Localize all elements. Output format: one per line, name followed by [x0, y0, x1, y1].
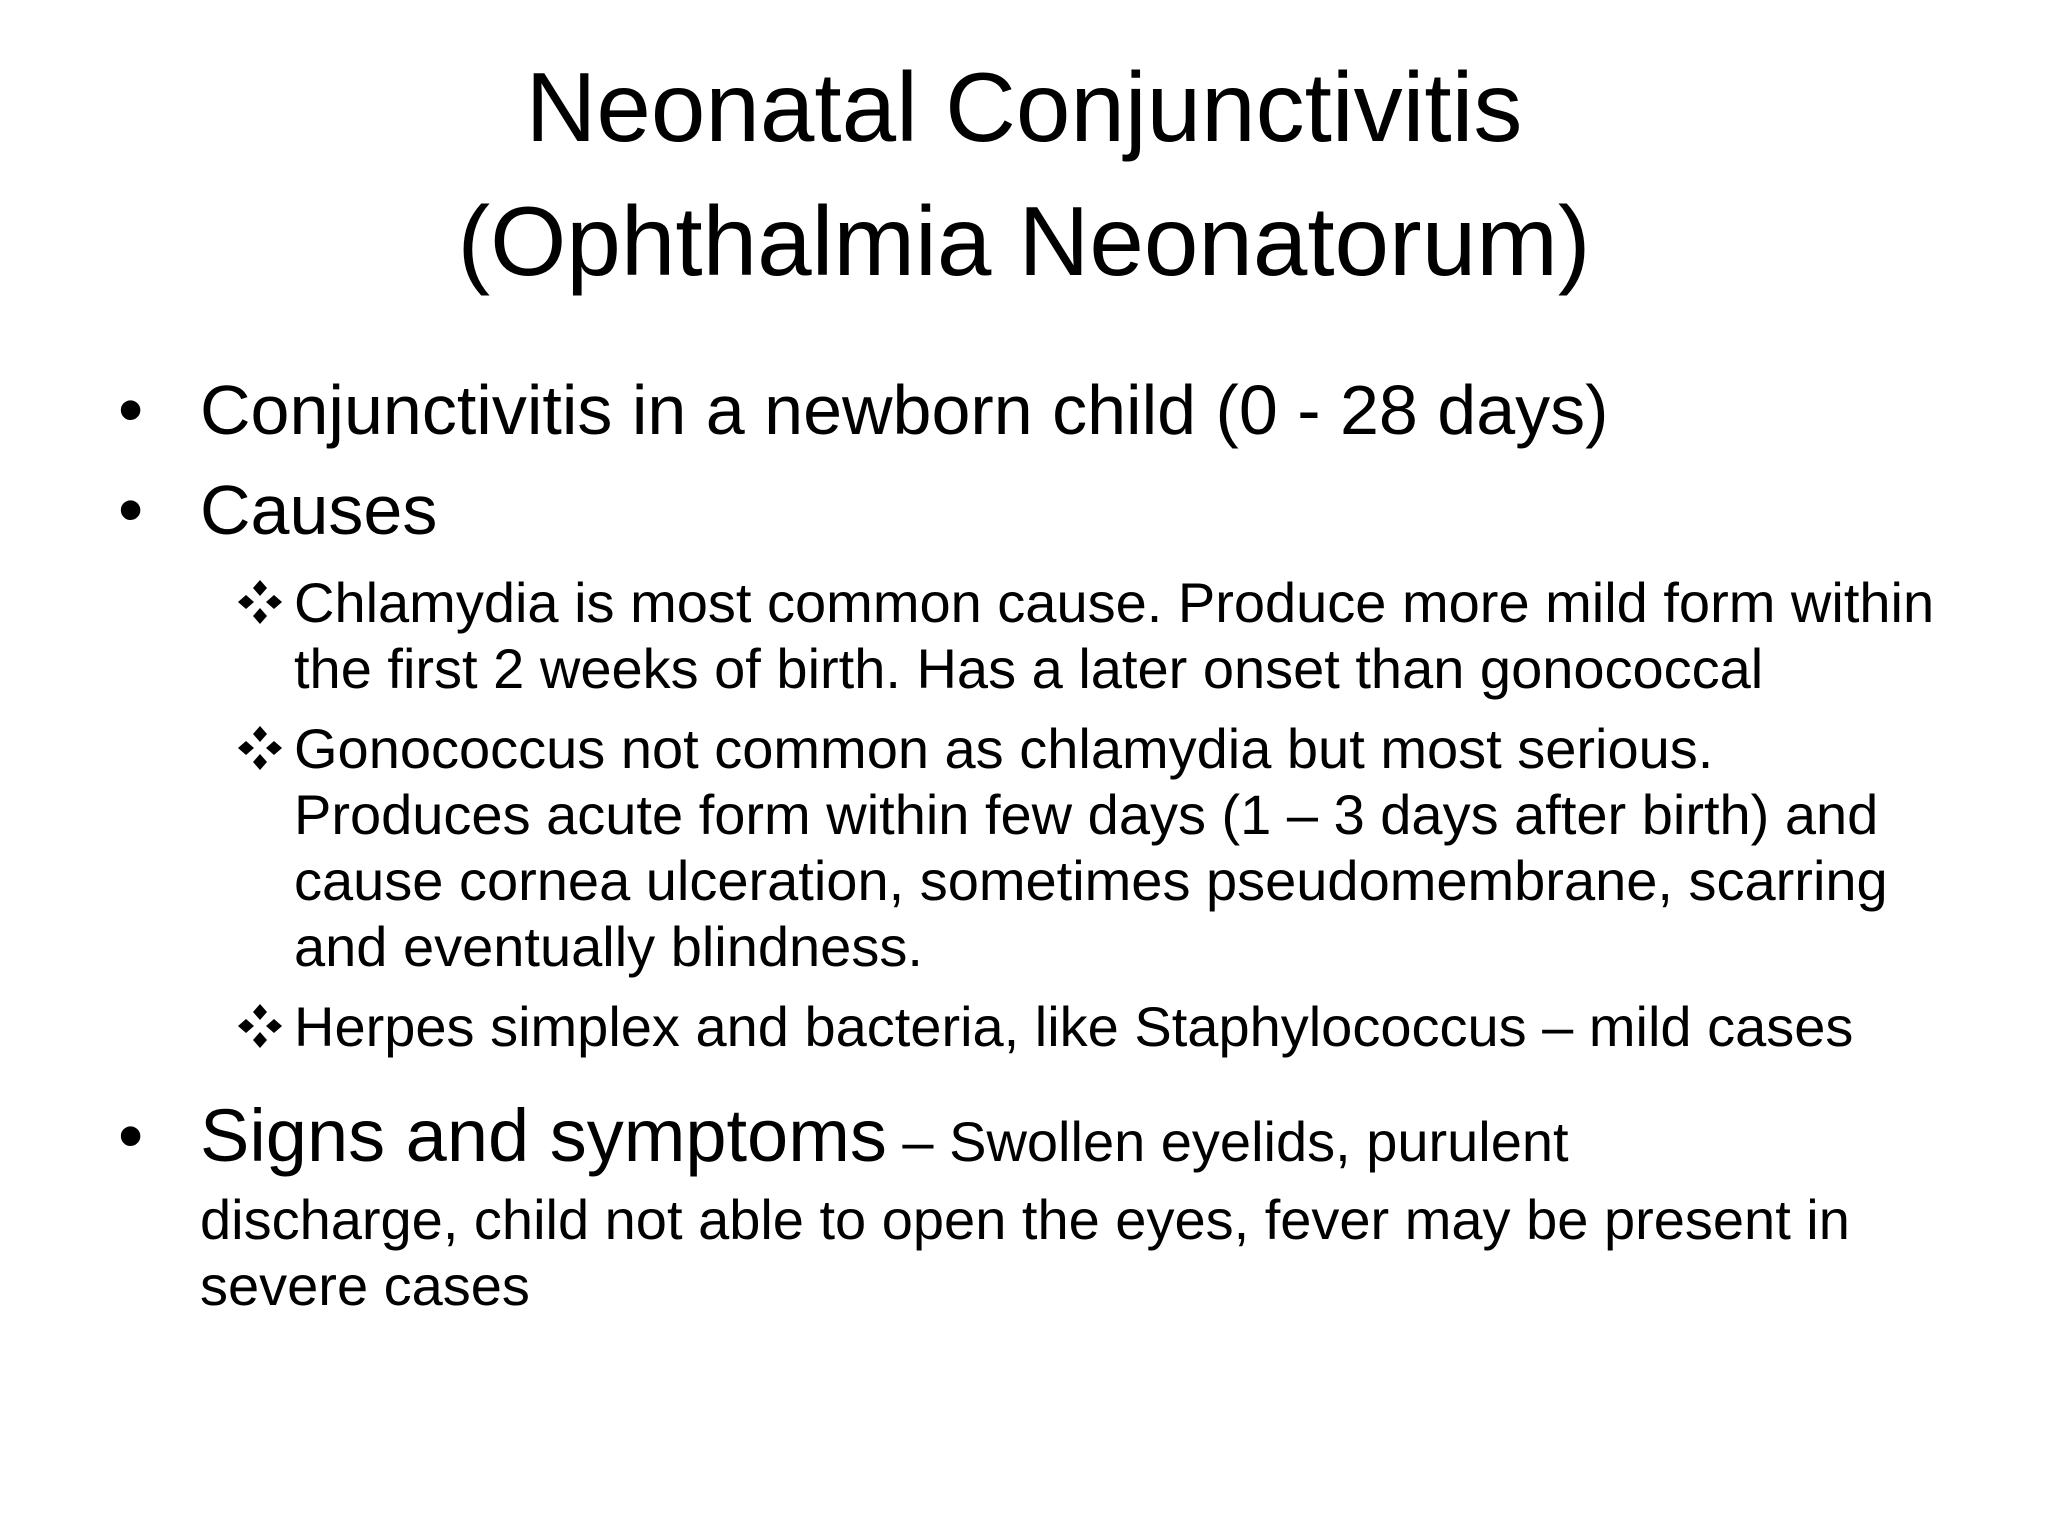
sub-bullet-item	[118, 570, 1948, 702]
four-diamond-icon	[232, 998, 288, 1054]
title-line-1: Neonatal Conjunctivitis	[525, 52, 1523, 162]
bullet-dot-icon: •	[118, 370, 144, 450]
slide-title	[0, 40, 2048, 308]
bullet-item	[118, 360, 1948, 460]
sub-bullet-text: Gonococcus not common as chlamydia but most serious. Produces acute form within few days (1 – 3 days after birth) and cause cornea ulceration, sometimes pseudomembrane, scarring and eventually blindness.	[294, 717, 1888, 978]
four-diamond-icon	[232, 574, 288, 630]
bullet-lead-text: Signs and symptoms	[200, 1094, 887, 1177]
bullet-item	[118, 460, 1948, 560]
bullet-dot-icon: •	[118, 1096, 144, 1176]
four-diamond-icon	[232, 720, 288, 776]
sub-bullet-item	[118, 994, 1948, 1060]
title-line-2: (Ophthalmia Neonatorum)	[457, 186, 1591, 296]
sub-bullet-text: Chlamydia is most common cause. Produce more mild form within the first 2 weeks of birth. Has a later onset than gonococcal	[294, 571, 1935, 700]
bullet-dot-icon: •	[118, 470, 144, 550]
sub-bullet-item	[118, 716, 1948, 980]
bullet-rest-text: – Swollen eyelids, purulent	[886, 1110, 1569, 1173]
bullet-item	[118, 1086, 1948, 1319]
bullet-text: Causes	[200, 471, 438, 549]
bullet-text: Conjunctivitis in a newborn child (0 - 28 days)	[200, 371, 1609, 449]
bullet-body-text: discharge, child not able to open the eyes, fever may be present in severe cases	[200, 1188, 1850, 1317]
sub-bullet-text: Herpes simplex and bacteria, like Staphylococcus – mild cases	[294, 995, 1854, 1058]
slide-content	[118, 360, 1948, 1319]
